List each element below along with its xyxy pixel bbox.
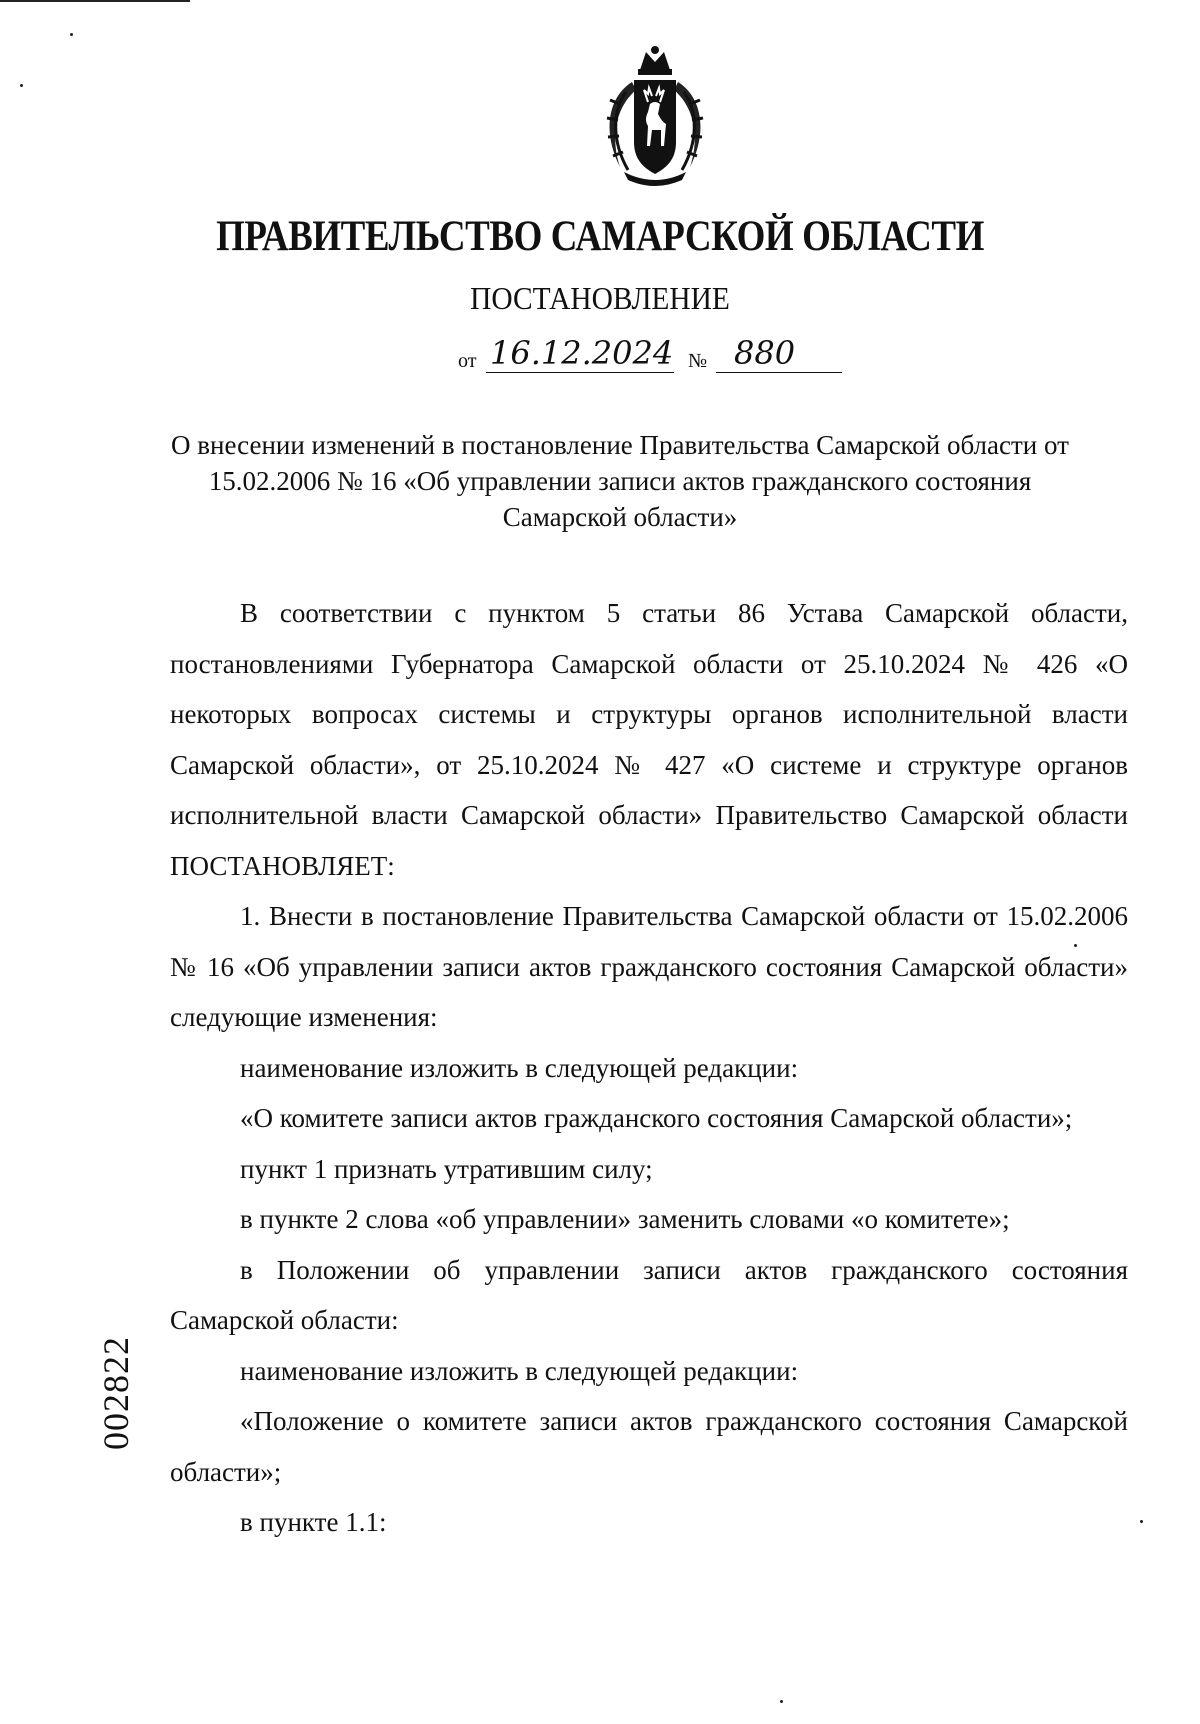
body-paragraph: наименование изложить в следующей редакции:	[240, 1355, 799, 1386]
samara-oblast-coat-of-arms-icon	[590, 42, 720, 192]
handwritten-date: 16.12.2024	[490, 334, 674, 372]
body-paragraph: «О комитете записи актов гражданского состояния Самарской области»;	[240, 1103, 1073, 1133]
body-paragraph: в пункте 1.1:	[240, 1507, 387, 1537]
body-paragraph: 1. Внести в постановление Правительства Самарской области от 15.02.2006 № 16 «Об управлении записи актов гражданского состояния Самарской области» следующие изменения:	[170, 901, 1128, 1032]
body-paragraph: наименование изложить в следующей редакции:	[240, 1052, 799, 1083]
scan-speck	[1140, 1520, 1143, 1523]
body-paragraph: в пункте 2 слова «об управлении» заменить словами «о комитете»;	[240, 1204, 1010, 1234]
body-paragraph: «Положение о комитете записи актов гражданского состояния Самарской области»;	[170, 1406, 1128, 1487]
scan-speck	[70, 33, 73, 36]
number-underline	[716, 372, 842, 373]
government-title: ПРАВИТЕЛЬСТВО САМАРСКОЙ ОБЛАСТИ	[216, 213, 984, 260]
document-type: ПОСТАНОВЛЕНИЕ	[470, 280, 730, 316]
date-prefix: от	[458, 350, 477, 372]
document-body	[170, 588, 1128, 1548]
handwritten-number: 880	[734, 334, 796, 372]
body-paragraph: в Положении об управлении записи актов гражданского состояния Самарской области:	[170, 1254, 1128, 1335]
body-paragraph: пункт 1 признать утратившим силу;	[240, 1153, 653, 1184]
number-prefix: №	[688, 350, 708, 372]
scan-speck	[20, 84, 23, 87]
scan-speck	[780, 1700, 783, 1703]
preamble-paragraph: В соответствии с пунктом 5 статьи 86 Устава Самарской области, постановлениями Губернатора Самарской области от 25.10.2024 № 426 «О некоторых вопросах системы и структуры органов исполнительной власти Самарской области», от 25.10.2024 № 427 «О системе и структуре органов исполнительной власти Самарской области» Правительство Самарской области ПОСТАНОВЛЯЕТ:	[170, 598, 1128, 881]
scan-speck	[1074, 944, 1077, 947]
scan-edge-line	[0, 0, 190, 2]
document-subject: О внесении изменений в постановление Правительства Самарской области от 15.02.2006 № 16 «Об управлении записи актов гражданского состояния Самарской области»	[171, 430, 1069, 532]
date-underline	[486, 372, 674, 373]
side-serial-number: 002822	[96, 1336, 136, 1450]
